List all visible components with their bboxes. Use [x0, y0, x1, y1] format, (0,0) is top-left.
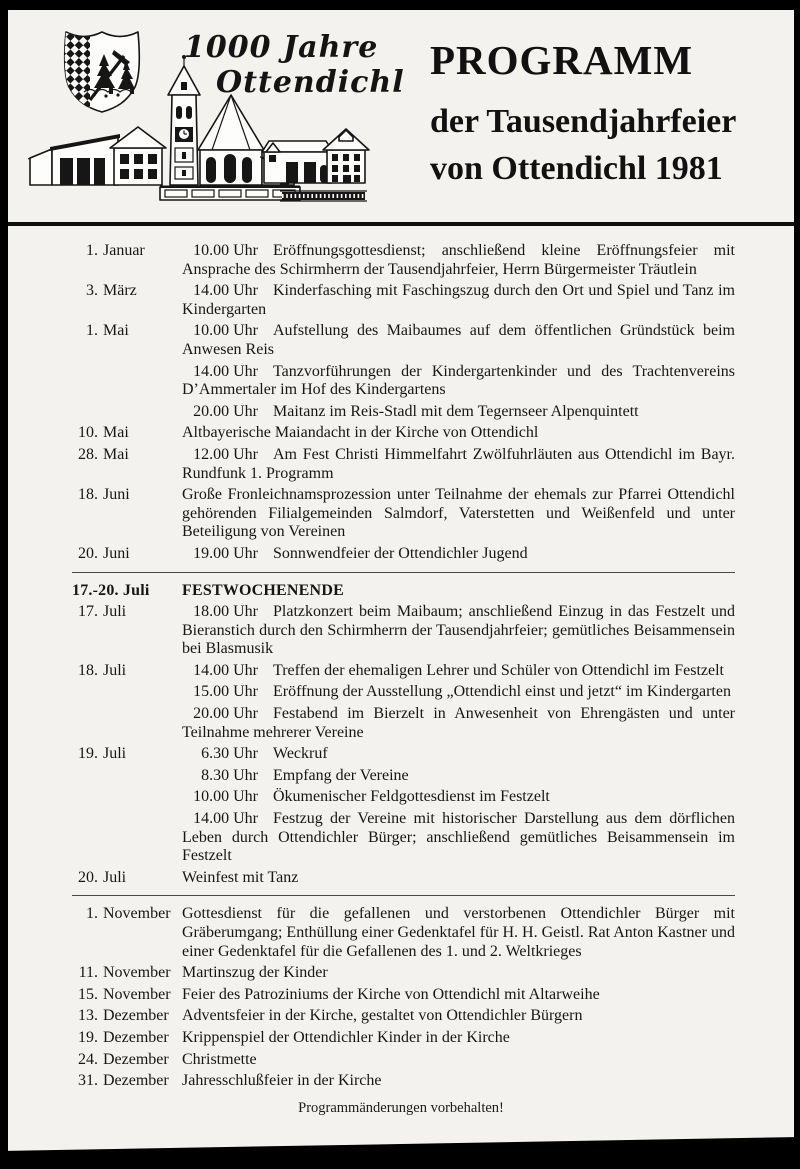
footer-note: Programmänderungen vorbehalten!	[298, 1099, 504, 1116]
event-row	[72, 767, 735, 786]
section-heading-label: FESTWOCHENENDE	[182, 581, 344, 599]
event-day: 19.	[78, 1028, 98, 1046]
event-content	[182, 869, 735, 888]
event-month: Juli	[103, 868, 127, 886]
event-description: Krippenspiel der Ottendichler Kinder in der Kirche	[182, 1028, 510, 1046]
event-row	[72, 486, 735, 542]
event-month: Dezember	[103, 1007, 169, 1025]
event-date	[72, 810, 182, 866]
event-description: Treffen der ehemaligen Lehrer und Schüler von Ottendichl im Festzelt	[273, 661, 724, 679]
event-content	[182, 788, 735, 807]
event-month: März	[103, 282, 137, 300]
event-date	[72, 964, 182, 983]
event-day: 10.	[78, 424, 98, 442]
event-description: Aufstellung des Maibaumes auf dem öffentlichen Gründstück beim Anwesen Reis	[182, 322, 735, 358]
event-date	[72, 905, 182, 961]
event-day: 20.	[78, 544, 98, 562]
event-date	[72, 1029, 182, 1048]
event-description: Ökumenischer Feldgottesdienst im Festzelt	[273, 788, 550, 806]
event-row	[72, 1072, 735, 1091]
event-date	[72, 446, 182, 483]
event-day: 18.	[78, 661, 98, 679]
event-time: 15.00 Uhr	[193, 683, 258, 701]
anniversary-badge-line2: Ottendichl	[216, 65, 405, 100]
event-month: November	[103, 985, 171, 1003]
event-date	[72, 1007, 182, 1026]
coat-of-arms	[64, 30, 139, 114]
event-date	[72, 662, 182, 681]
event-time: 14.00 Uhr	[193, 661, 258, 679]
event-day: 11.	[78, 964, 98, 982]
event-row	[72, 788, 735, 807]
event-date	[72, 486, 182, 542]
event-time: 14.00 Uhr	[193, 810, 258, 828]
event-day: 17.	[78, 603, 98, 621]
page-subtitle-line1: der Tausendjahrfeier	[430, 103, 737, 140]
event-day: 28.	[78, 445, 98, 463]
event-day: 13.	[78, 1007, 98, 1025]
event-description: Kinderfasching mit Faschingszug durch den Ort und Spiel und Tanz im Kindergarten	[182, 282, 735, 318]
event-description: Christmette	[182, 1050, 257, 1068]
event-day: 1.	[86, 242, 98, 259]
event-day: 20.	[78, 868, 98, 886]
masthead	[8, 10, 794, 222]
event-time: 10.00 Uhr	[193, 322, 258, 340]
event-content	[182, 964, 735, 983]
event-description: Feier des Patroziniums der Kirche von Ottendichl mit Altarweihe	[182, 985, 600, 1003]
event-month: Mai	[103, 322, 129, 340]
event-description: Große Fronleichnamsprozession unter Teilnahme der ehemals zur Pfarrei Ottendichl gehörenden Filialgemeinden Salmdorf, Vaterstetten und Weißenfeld und unter Beteiligung von Vereinen	[182, 486, 735, 541]
event-date	[72, 242, 182, 279]
event-date	[72, 683, 182, 702]
event-row	[72, 1051, 735, 1070]
event-content	[182, 242, 735, 279]
event-content	[182, 322, 735, 359]
event-description: Weinfest mit Tanz	[182, 868, 299, 886]
event-month: Dezember	[103, 1028, 169, 1046]
event-month: Juli	[103, 603, 127, 621]
event-description: Eröffnung der Ausstellung „Ottendichl einst und jetzt“ im Kindergarten	[273, 683, 731, 701]
event-month: Mai	[103, 424, 129, 442]
event-description: Weckruf	[273, 745, 328, 763]
event-content	[182, 545, 735, 564]
event-content	[182, 1007, 735, 1026]
event-content	[182, 1072, 735, 1091]
event-schedule	[8, 226, 794, 1091]
event-description: Martinszug der Kinder	[182, 964, 328, 982]
event-row	[72, 603, 735, 659]
event-month: Juni	[103, 486, 130, 504]
farm-left-illustration	[28, 127, 166, 185]
event-month: Dezember	[103, 1050, 169, 1068]
event-month: Juni	[103, 544, 130, 562]
event-content	[182, 403, 735, 422]
event-row	[72, 403, 735, 422]
event-time: 18.00 Uhr	[193, 603, 258, 621]
event-month: November	[103, 905, 171, 923]
event-day: 31.	[78, 1072, 98, 1090]
event-date	[72, 403, 182, 422]
event-content	[182, 486, 735, 542]
event-content	[182, 446, 735, 483]
event-content	[182, 810, 735, 866]
event-day: 18.	[78, 486, 98, 504]
event-time: 14.00 Uhr	[193, 362, 258, 380]
event-description: Platzkonzert beim Maibaum; anschließend Einzug in das Festzelt und Bieranstich durch den Schirmherrn der Tausendjahrfeier; gemütliches Beisammensein bei Blasmusik	[182, 603, 735, 658]
event-row	[72, 705, 735, 742]
event-row	[72, 545, 735, 564]
event-date	[72, 745, 182, 764]
event-day: 24.	[78, 1050, 98, 1068]
event-description: Empfang der Vereine	[273, 766, 409, 784]
event-date	[72, 788, 182, 807]
event-date	[72, 1051, 182, 1070]
event-content	[182, 905, 735, 961]
event-content	[182, 282, 735, 319]
event-description: Festabend im Bierzelt in Anwesenheit von Ehrengästen und unter Teilnahme mehrerer Vereine	[182, 705, 735, 741]
event-content	[182, 1051, 735, 1070]
event-content	[182, 683, 735, 702]
event-time: 12.00 Uhr	[193, 445, 258, 463]
event-day: 3.	[86, 282, 98, 300]
event-content	[182, 745, 735, 764]
event-row	[72, 662, 735, 681]
event-month: Juli	[103, 745, 127, 763]
railway-illustration	[280, 191, 367, 201]
event-row	[72, 1029, 735, 1048]
event-content	[182, 424, 735, 443]
event-content	[182, 986, 735, 1005]
event-description: Gottesdienst für die gefallenen und verstorbenen Ottendichler Bürger mit Gräberumgang; Enthüllung einer Gedenktafel für H. H. Geistl. Rat Anton Kastner und einer Gedenktafel für die Gefallenen des 1. und 2. Weltkrieges	[182, 905, 735, 960]
event-row	[72, 424, 735, 443]
event-content	[182, 363, 735, 400]
event-date: 17.-20. Juli	[72, 581, 150, 599]
event-date	[72, 869, 182, 888]
event-date	[72, 363, 182, 400]
event-description: Eröffnungsgottesdienst; anschließend kleine Eröffnungsfeier mit Ansprache des Schirmherrn der Tausendjahrfeier, Herrn Bürgermeister Träutlein	[182, 242, 735, 278]
event-row	[72, 810, 735, 866]
event-description: Altbayerische Maiandacht in der Kirche von Ottendichl	[182, 424, 539, 442]
event-row	[72, 986, 735, 1005]
event-date	[72, 986, 182, 1005]
event-row	[72, 745, 735, 764]
event-description: Jahresschlußfeier in der Kirche	[182, 1072, 382, 1090]
anniversary-badge-line1: 1000 Jahre	[184, 30, 379, 65]
event-date	[72, 545, 182, 564]
event-time: 10.00 Uhr	[193, 242, 258, 259]
event-content	[182, 705, 735, 742]
event-row	[72, 905, 735, 961]
event-content	[182, 1029, 735, 1048]
event-description: Festzug der Vereine mit historischer Darstellung aus dem dörflichen Leben durch Ottendichler Bürger; anschließend gemütliches Beisammensein im Festzelt	[182, 810, 735, 865]
event-content	[182, 603, 735, 659]
festival-heading-row	[72, 582, 735, 601]
section-divider	[72, 572, 735, 573]
document-page	[8, 10, 794, 1169]
event-row	[72, 964, 735, 983]
farm-right-illustration	[262, 129, 369, 183]
event-month: Dezember	[103, 1072, 169, 1090]
event-description: Maitanz im Reis-Stadl mit dem Tegernseer Alpenquintett	[273, 402, 639, 420]
page-subtitle-line2: von Ottendichl 1981	[430, 150, 723, 187]
event-row	[72, 869, 735, 888]
event-date	[72, 322, 182, 359]
event-row	[72, 282, 735, 319]
event-time: 19.00 Uhr	[193, 544, 258, 562]
event-description: Am Fest Christi Himmelfahrt Zwölfuhrläuten aus Ottendichl im Bayr. Rundfunk 1. Programm	[182, 445, 735, 482]
event-row	[72, 683, 735, 702]
event-row	[72, 242, 735, 279]
event-time: 6.30 Uhr	[201, 745, 258, 763]
event-description: Adventsfeier in der Kirche, gestaltet von Ottendichler Bürgern	[182, 1007, 583, 1025]
event-month: Januar	[103, 242, 145, 259]
event-day: 1.	[86, 905, 98, 923]
event-day: 1.	[86, 322, 98, 340]
event-description: Tanzvorführungen der Kindergartenkinder und des Trachtenvereins D’Ammertaler im Hof des Kindergartens	[182, 362, 735, 399]
event-row	[72, 446, 735, 483]
event-content	[182, 662, 735, 681]
event-date	[72, 1072, 182, 1091]
title-block	[430, 37, 737, 187]
event-date	[72, 767, 182, 786]
event-row	[72, 1007, 735, 1026]
event-content	[182, 767, 735, 786]
event-time: 20.00 Uhr	[193, 402, 258, 420]
event-row	[72, 363, 735, 400]
event-time: 8.30 Uhr	[201, 766, 258, 784]
event-date	[72, 603, 182, 659]
event-month: November	[103, 964, 171, 982]
event-day: 15.	[78, 985, 98, 1003]
section-divider	[72, 895, 735, 896]
event-month: Juli	[103, 661, 127, 679]
event-date	[72, 705, 182, 742]
page-title: PROGRAMM	[430, 37, 694, 83]
event-description: Sonnwendfeier der Ottendichler Jugend	[273, 544, 528, 562]
event-time: 14.00 Uhr	[193, 282, 258, 300]
event-date	[72, 282, 182, 319]
event-time: 20.00 Uhr	[193, 705, 258, 723]
event-month: Mai	[103, 445, 129, 463]
event-time: 10.00 Uhr	[193, 788, 258, 806]
footer	[8, 1100, 794, 1117]
event-day: 19.	[78, 745, 98, 763]
event-date	[72, 424, 182, 443]
event-row	[72, 322, 735, 359]
